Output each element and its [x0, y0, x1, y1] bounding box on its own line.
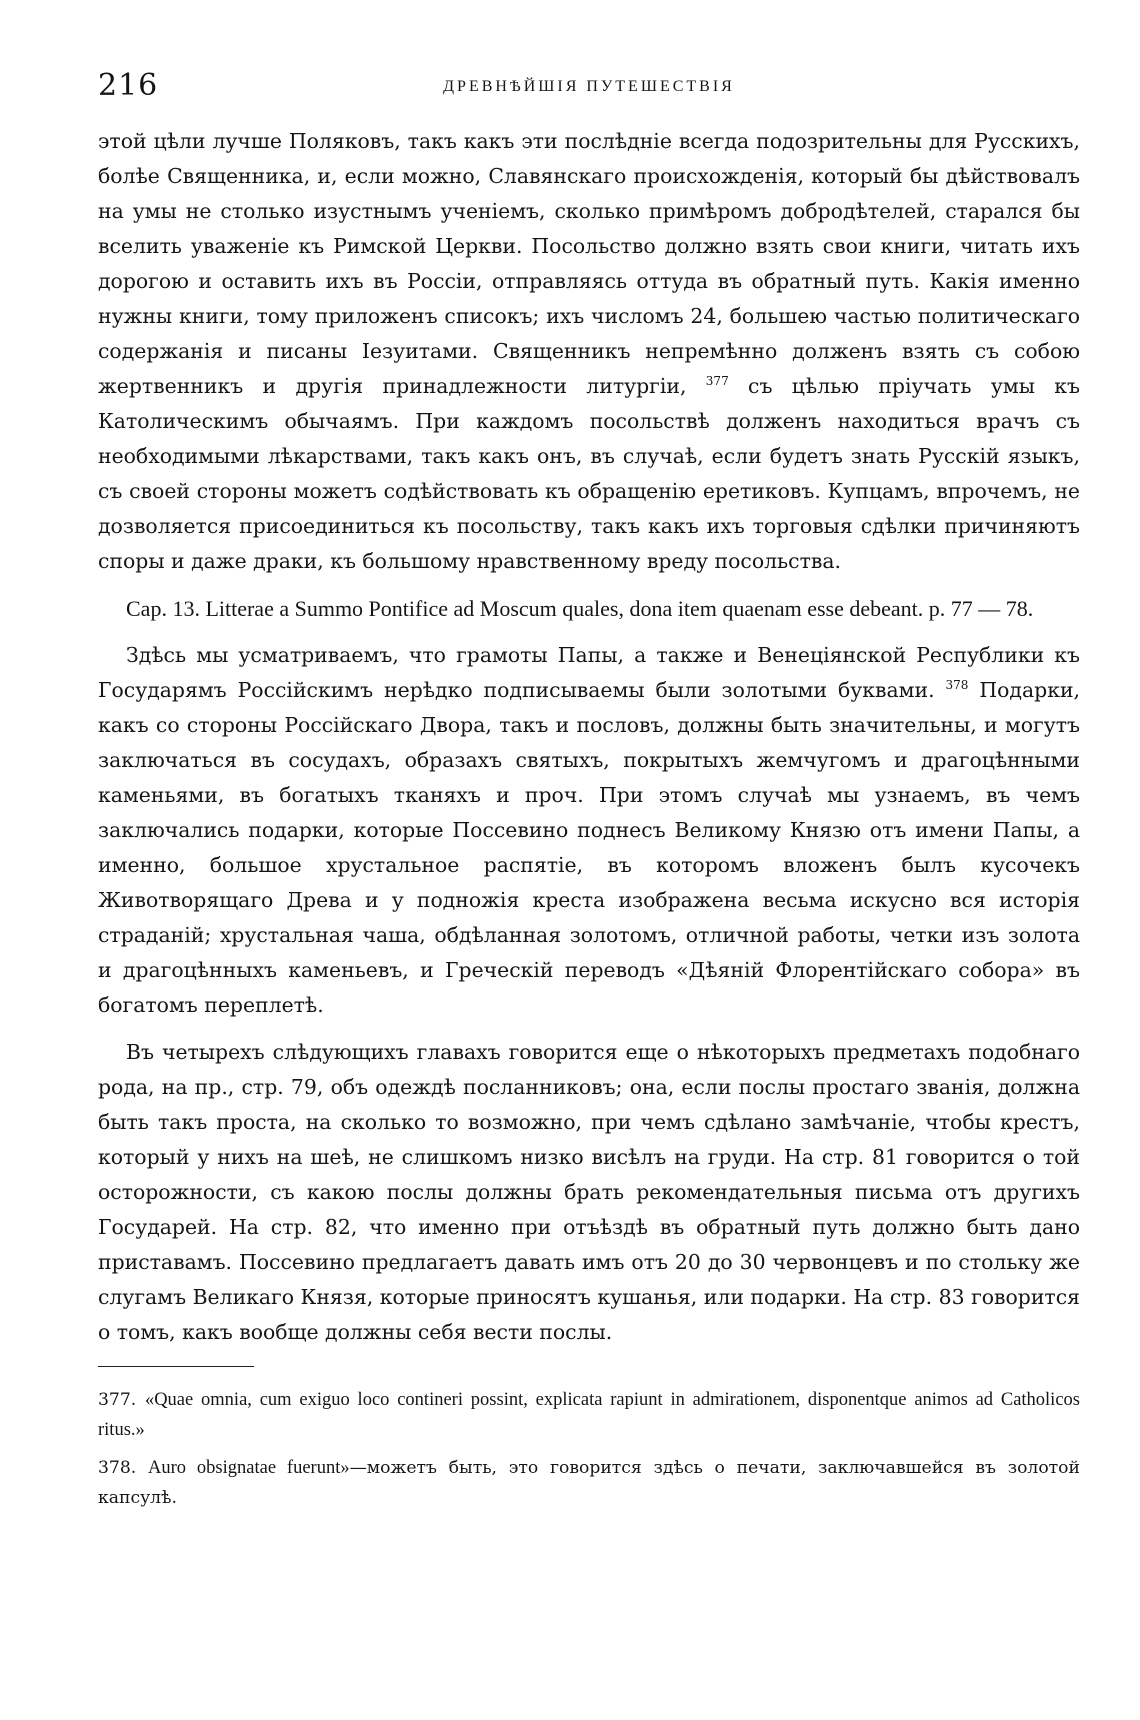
footnote-377-text: «Quae omnia, cum exiguo loco contineri possint, explicata rapiunt in admirationem, disponentque animos ad Catholicos ritus.»	[98, 1390, 1080, 1440]
body-text	[98, 124, 1080, 1350]
paragraph-3-text-b: Подарки, какъ со стороны Россійскаго Двора, такъ и пословъ, должны быть значительны, и могутъ заключаться въ сосудахъ, образахъ святыхъ, покрытыхъ жемчугомъ и драгоцѣнными каменьями, въ богатыхъ тканяхъ и проч. При этомъ случаѣ мы узнаемъ, въ чемъ заключались подарки, которые Поссевино поднесъ Великому Князю отъ имени Папы, а именно, большое хрустальное распятіе, въ которомъ вложенъ былъ кусочекъ Животворящаго Древа и у подножія креста изображена весьма искусно вся исторія страданій; хрустальная чаша, обдѣланная золотомъ, отличной работы, четки изъ золота и драгоцѣнныхъ каменьевъ, и Греческій переводъ «Дѣяній Флорентійскаго собора» въ богатомъ переплетѣ.	[98, 678, 1081, 1017]
paragraph-1-text-b: съ цѣлью пріучать умы къ Католическимъ обычаямъ. При каждомъ посольствѣ долженъ находиться врачъ съ необходимыми лѣкарствами, такъ какъ онъ, въ случаѣ, если будетъ знать Русскій языкъ, съ своей стороны можетъ содѣйствовать къ обращенію еретиковъ. Купцамъ, впрочемъ, не дозволяется присоединиться къ посольству, такъ какъ ихъ торговыя сдѣлки причиняютъ споры и даже драки, къ большому нравственному вреду посольства.	[98, 374, 1080, 573]
chapter-heading-latin: Cap. 13. Litterae a Summo Pontifice ad Moscum quales, dona item quaenam esse debeant. p. 77 — 78.	[126, 596, 1034, 621]
paragraph-3-text-a: Здѣсь мы усматриваемъ, что грамоты Папы, а также и Венеціянской Республики къ Государямъ Россійскимъ нерѣдко подписываемы были золотыми буквами.	[98, 643, 1080, 702]
paragraph-3	[98, 638, 1080, 1023]
footnote-377	[98, 1385, 1080, 1445]
footnote-378-number: 378.	[98, 1458, 137, 1478]
paragraph-1-text-a: этой цѣли лучше Поляковъ, такъ какъ эти послѣдніе всегда подозрительны для Русскихъ, болѣе Священника, и, если можно, Славянскаго происхожденія, который бы дѣйствовалъ на умы не столько изустнымъ ученіемъ, сколько примѣромъ добродѣтелей, старался бы вселить уваженіе къ Римской Церкви. Посольство должно взять свои книги, читать ихъ дорогою и оставить ихъ въ Россіи, отправляясь оттуда въ обратный путь. Какія именно нужны книги, тому приложенъ списокъ; ихъ числомъ 24, большею частью политическаго содержанія и писаны Іезуитами. Священникъ непремѣнно долженъ взять съ собою жертвенникъ и другія принадлежности литургіи,	[98, 129, 1080, 398]
footnote-377-number: 377.	[98, 1390, 137, 1410]
footnote-378-latin: Auro obsignatae fuerunt»	[148, 1458, 350, 1478]
page-number: 216	[98, 68, 159, 103]
footnote-378	[98, 1453, 1080, 1513]
footnote-ref-377: 377	[705, 374, 729, 388]
paragraph-4: Въ четырехъ слѣдующихъ главахъ говорится еще о нѣкоторыхъ предметахъ подобнаго рода, на пр., стр. 79, объ одеждѣ посланниковъ; она, если послы простаго званія, должна быть такъ проста, на сколько то возможно, при чемъ сдѣлано замѣчаніе, чтобы крестъ, который у нихъ на шеѣ, не слишкомъ низко висѣлъ на груди. На стр. 81 говорится о той осторожности, съ какою послы должны брать рекомендательныя письма отъ другихъ Государей. На стр. 82, что именно при отъѣздѣ въ обратный путь должно быть дано приставамъ. Поссевино предлагаетъ давать имъ отъ 20 до 30 червонцевъ и по стольку же слугамъ Великаго Князя, которые приносятъ кушанья, или подарки. На стр. 83 говорится о томъ, какъ вообще должны себя вести послы.	[98, 1040, 1080, 1344]
running-head	[98, 60, 1080, 103]
footnote-divider	[98, 1366, 254, 1367]
book-page	[98, 60, 1080, 1700]
paragraph-1	[98, 124, 1080, 579]
running-title: ДРЕВНѢЙШІЯ ПУТЕШЕСТВІЯ	[443, 78, 735, 95]
footnotes	[98, 1385, 1080, 1513]
footnote-ref-378: 378	[945, 678, 969, 692]
footnote-378-text: —можетъ быть, это говорится здѣсь о печати, заключавшейся въ золотой капсулѣ.	[98, 1458, 1080, 1508]
